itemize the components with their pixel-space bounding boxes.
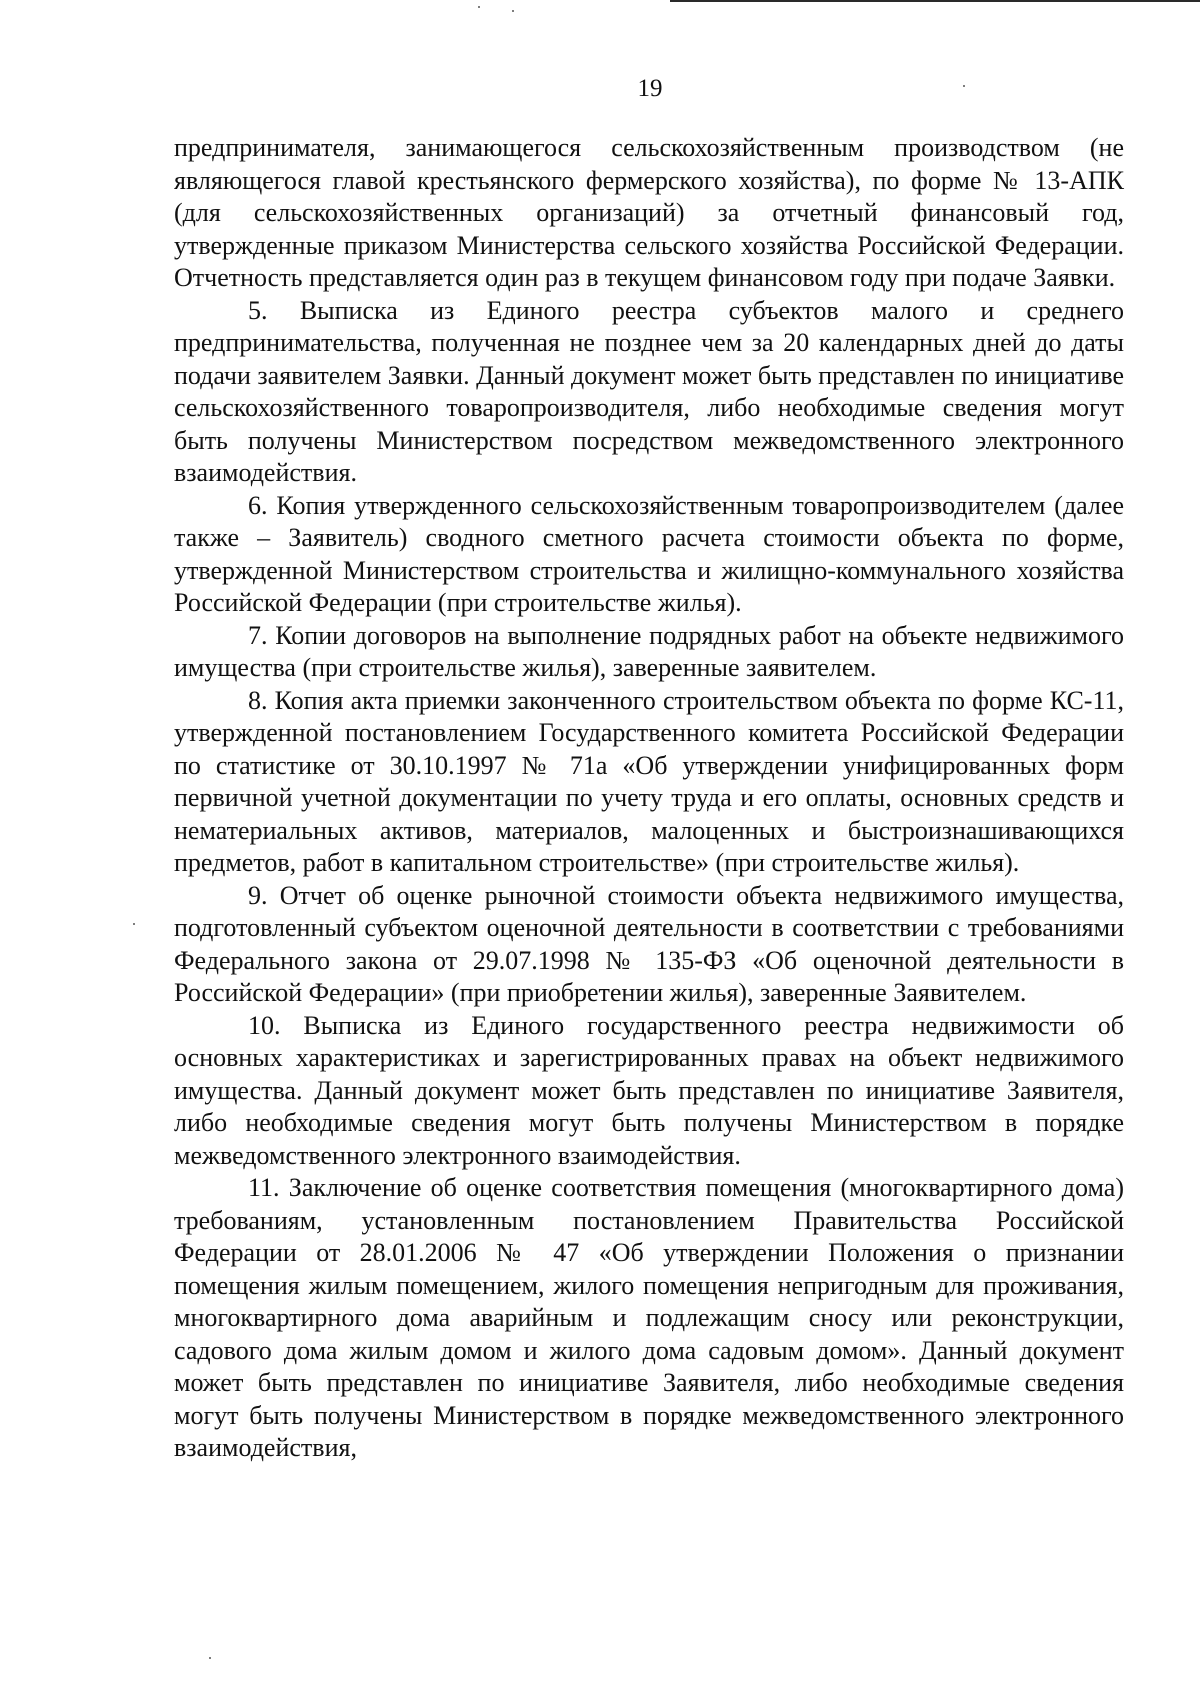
- paragraph-continuation: предпринимателя, занимающегося сельскохозяйственным производством (не являющегося главой крестьянского фермерского хозяйства), по форме № 13-АПК (для сельскохозяйственных организаций) за отчетный финансовый год, утвержденные приказом Министерства сельского хозяйства Российской Федерации. Отчетность представляется один раз в текущем финансовом году при подаче Заявки.: [174, 133, 1124, 292]
- paragraph-item-9: 9. Отчет об оценке рыночной стоимости объекта недвижимого имущества, подготовленный субъектом оценочной деятельности в соответствии с требованиями Федерального закона от 29.07.1998 № 135-ФЗ «Об оценочной деятельности в Российской Федерации» (при приобретении жилья), заверенные Заявителем.: [174, 880, 1124, 1007]
- paragraph-item-6: 6. Копия утвержденного сельскохозяйственным товаропроизводителем (далее также – Заявитель) сводного сметного расчета стоимости объекта по форме, утвержденной Министерством строительства и жилищно-коммунального хозяйства Российской Федерации (при строительстве жилья).: [174, 490, 1124, 617]
- paragraph-item-10: 10. Выписка из Единого государственного реестра недвижимости об основных характеристиках и зарегистрированных правах на объект недвижимого имущества. Данный документ может быть представлен по инициативе Заявителя, либо необходимые сведения могут быть получены Министерством в порядке межведомственного электронного взаимодействия.: [174, 1010, 1124, 1170]
- paragraph-item-11: 11. Заключение об оценке соответствия помещения (многоквартирного дома) требованиям, установленным постановлением Правительства Российской Федерации от 28.01.2006 № 47 «Об утверждении Положения о признании помещения жилым помещением, жилого помещения непригодным для проживания, многоквартирного дома аварийным и подлежащим сносу или реконструкции, садового дома жилым домом и жилого дома садовым домом». Данный документ может быть представлен по инициативе Заявителя, либо необходимые сведения могут быть получены Министерством в порядке межведомственного электронного взаимодействия,: [174, 1173, 1124, 1462]
- document-body: [174, 132, 1124, 1465]
- scan-top-edge: [670, 0, 1200, 2]
- paragraph-item-8: 8. Копия акта приемки законченного строительством объекта по форме КС-11, утвержденной постановлением Государственного комитета Российской Федерации по статистике от 30.10.1997 № 71а «Об утверждении унифицированных форм первичной учетной документации по учету труда и его оплаты, основных средств и нематериальных активов, материалов, малоценных и быстроизнашивающихся предметов, работ в капитальном строительстве» (при строительстве жилья).: [174, 685, 1124, 877]
- scan-speck: [478, 6, 480, 8]
- scan-speck: [133, 923, 135, 925]
- scan-speck: [209, 1657, 211, 1659]
- scan-speck: [512, 10, 514, 12]
- paragraph-item-5: 5. Выписка из Единого реестра субъектов малого и среднего предпринимательства, полученная не позднее чем за 20 календарных дней до даты подачи заявителем Заявки. Данный документ может быть представлен по инициативе сельскохозяйственного товаропроизводителя, либо необходимые сведения могут быть получены Министерством посредством межведомственного электронного взаимодействия.: [174, 295, 1124, 487]
- paragraph-item-7: 7. Копии договоров на выполнение подрядных работ на объекте недвижимого имущества (при строительстве жилья), заверенные заявителем.: [174, 620, 1124, 682]
- page-number: 19: [637, 75, 663, 102]
